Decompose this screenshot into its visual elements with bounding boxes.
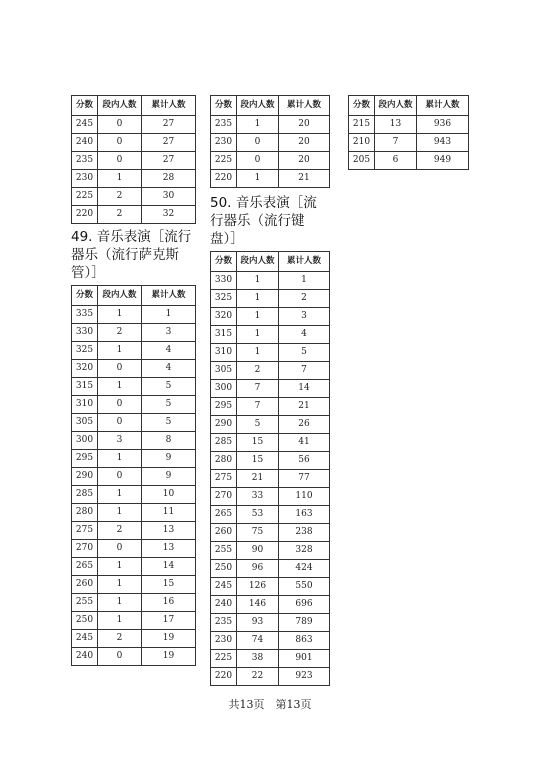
table-cell: 265 bbox=[211, 506, 237, 524]
table-cell: 240 bbox=[72, 134, 98, 152]
table-row bbox=[72, 576, 196, 594]
table-row bbox=[211, 362, 330, 380]
table-cell: 21 bbox=[279, 398, 330, 416]
table-cell: 7 bbox=[279, 362, 330, 380]
table-cell: 1 bbox=[98, 306, 142, 324]
table-row bbox=[211, 344, 330, 362]
table-cell: 1 bbox=[98, 612, 142, 630]
table-header-row bbox=[72, 96, 196, 116]
table-header-row bbox=[211, 96, 330, 116]
table-cell: 901 bbox=[279, 650, 330, 668]
table-cell: 32 bbox=[142, 206, 196, 224]
column-middle bbox=[210, 95, 329, 686]
table-cell: 0 bbox=[237, 134, 279, 152]
table-cell: 230 bbox=[211, 134, 237, 152]
column-header: 段内人数 bbox=[237, 96, 279, 116]
table-cell: 275 bbox=[72, 522, 98, 540]
table-row bbox=[211, 452, 330, 470]
score-table-section-50 bbox=[210, 251, 330, 686]
table-cell: 2 bbox=[98, 324, 142, 342]
table-cell: 0 bbox=[98, 152, 142, 170]
column-header: 分数 bbox=[211, 252, 237, 272]
column-header: 段内人数 bbox=[375, 96, 417, 116]
table-cell: 290 bbox=[72, 468, 98, 486]
column-header: 段内人数 bbox=[237, 252, 279, 272]
score-table-section-49 bbox=[71, 285, 196, 666]
table-cell: 238 bbox=[279, 524, 330, 542]
table-row bbox=[211, 290, 330, 308]
section-50-title: 50. 音乐表演［流行器乐（流行键盘）］ bbox=[210, 195, 317, 247]
table-cell: 315 bbox=[211, 326, 237, 344]
table-row bbox=[211, 614, 330, 632]
table-cell: 2 bbox=[98, 206, 142, 224]
column-header: 累计人数 bbox=[142, 96, 196, 116]
table-row bbox=[72, 188, 196, 206]
table-cell: 424 bbox=[279, 560, 330, 578]
table-cell: 330 bbox=[72, 324, 98, 342]
table-cell: 1 bbox=[237, 308, 279, 326]
table-cell: 5 bbox=[142, 414, 196, 432]
table-cell: 1 bbox=[98, 342, 142, 360]
table-cell: 210 bbox=[349, 134, 375, 152]
table-row bbox=[211, 524, 330, 542]
table-cell: 1 bbox=[98, 486, 142, 504]
table-cell: 1 bbox=[237, 326, 279, 344]
column-header: 分数 bbox=[349, 96, 375, 116]
table-cell: 295 bbox=[211, 398, 237, 416]
table-cell: 4 bbox=[279, 326, 330, 344]
table-cell: 8 bbox=[142, 432, 196, 450]
table-cell: 2 bbox=[98, 522, 142, 540]
table-cell: 315 bbox=[72, 378, 98, 396]
table-cell: 0 bbox=[237, 152, 279, 170]
table-cell: 325 bbox=[211, 290, 237, 308]
table-cell: 2 bbox=[98, 630, 142, 648]
table-cell: 235 bbox=[211, 116, 237, 134]
table-row bbox=[72, 342, 196, 360]
table-cell: 235 bbox=[72, 152, 98, 170]
table-cell: 28 bbox=[142, 170, 196, 188]
table-cell: 27 bbox=[142, 152, 196, 170]
table-cell: 1 bbox=[237, 170, 279, 188]
table-cell: 22 bbox=[237, 668, 279, 686]
table-row bbox=[72, 116, 196, 134]
table-header-row bbox=[72, 286, 196, 306]
table-cell: 255 bbox=[72, 594, 98, 612]
table-cell: 295 bbox=[72, 450, 98, 468]
table-cell: 280 bbox=[72, 504, 98, 522]
table-cell: 265 bbox=[72, 558, 98, 576]
table-cell: 949 bbox=[417, 152, 469, 170]
table-cell: 96 bbox=[237, 560, 279, 578]
table-cell: 0 bbox=[98, 116, 142, 134]
table-row bbox=[72, 306, 196, 324]
table-cell: 225 bbox=[211, 650, 237, 668]
table-row bbox=[211, 668, 330, 686]
table-cell: 245 bbox=[72, 630, 98, 648]
column-header: 分数 bbox=[72, 286, 98, 306]
table-cell: 240 bbox=[211, 596, 237, 614]
table-cell: 9 bbox=[142, 468, 196, 486]
table-row bbox=[72, 134, 196, 152]
table-cell: 270 bbox=[72, 540, 98, 558]
table-row bbox=[72, 558, 196, 576]
table-cell: 285 bbox=[72, 486, 98, 504]
section-49-title: 49. 音乐表演［流行器乐（流行萨克斯管）］ bbox=[71, 229, 192, 281]
table-cell: 11 bbox=[142, 504, 196, 522]
table-cell: 220 bbox=[211, 668, 237, 686]
table-cell: 5 bbox=[142, 378, 196, 396]
table-cell: 20 bbox=[279, 134, 330, 152]
table-cell: 0 bbox=[98, 134, 142, 152]
table-row bbox=[211, 542, 330, 560]
table-cell: 0 bbox=[98, 468, 142, 486]
table-cell: 1 bbox=[98, 450, 142, 468]
table-row bbox=[211, 116, 330, 134]
table-cell: 20 bbox=[279, 116, 330, 134]
table-cell: 1 bbox=[98, 594, 142, 612]
table-row bbox=[72, 612, 196, 630]
table-cell: 15 bbox=[237, 434, 279, 452]
table-cell: 0 bbox=[98, 540, 142, 558]
table-cell: 305 bbox=[211, 362, 237, 380]
table-cell: 93 bbox=[237, 614, 279, 632]
table-cell: 230 bbox=[72, 170, 98, 188]
table-cell: 1 bbox=[237, 272, 279, 290]
table-cell: 33 bbox=[237, 488, 279, 506]
table-cell: 53 bbox=[237, 506, 279, 524]
table-cell: 1 bbox=[237, 290, 279, 308]
table-cell: 0 bbox=[98, 396, 142, 414]
table-cell: 20 bbox=[279, 152, 330, 170]
table-cell: 1 bbox=[279, 272, 330, 290]
table-cell: 15 bbox=[142, 576, 196, 594]
table-cell: 126 bbox=[237, 578, 279, 596]
table-cell: 3 bbox=[142, 324, 196, 342]
table-cell: 3 bbox=[279, 308, 330, 326]
table-cell: 90 bbox=[237, 542, 279, 560]
table-cell: 10 bbox=[142, 486, 196, 504]
table-cell: 5 bbox=[279, 344, 330, 362]
table-cell: 30 bbox=[142, 188, 196, 206]
table-cell: 27 bbox=[142, 134, 196, 152]
table-cell: 1 bbox=[98, 576, 142, 594]
table-row bbox=[72, 648, 196, 666]
table-cell: 245 bbox=[72, 116, 98, 134]
table-cell: 320 bbox=[72, 360, 98, 378]
column-header: 累计人数 bbox=[279, 252, 330, 272]
table-cell: 5 bbox=[142, 396, 196, 414]
table-cell: 3 bbox=[98, 432, 142, 450]
table-cell: 320 bbox=[211, 308, 237, 326]
table-row bbox=[72, 450, 196, 468]
table-cell: 0 bbox=[98, 648, 142, 666]
table-row bbox=[211, 434, 330, 452]
table-cell: 17 bbox=[142, 612, 196, 630]
table-cell: 235 bbox=[211, 614, 237, 632]
column-header: 段内人数 bbox=[98, 286, 142, 306]
table-cell: 789 bbox=[279, 614, 330, 632]
table-cell: 5 bbox=[237, 416, 279, 434]
table-cell: 285 bbox=[211, 434, 237, 452]
table-row bbox=[349, 134, 469, 152]
table-row bbox=[211, 416, 330, 434]
page-footer: 共13页 第13页 bbox=[228, 698, 312, 711]
table-cell: 1 bbox=[237, 344, 279, 362]
table-cell: 260 bbox=[72, 576, 98, 594]
column-header: 累计人数 bbox=[417, 96, 469, 116]
column-header: 分数 bbox=[72, 96, 98, 116]
table-row bbox=[72, 594, 196, 612]
table-cell: 56 bbox=[279, 452, 330, 470]
table-cell: 220 bbox=[72, 206, 98, 224]
table-cell: 41 bbox=[279, 434, 330, 452]
column-header: 分数 bbox=[211, 96, 237, 116]
column-header: 累计人数 bbox=[142, 286, 196, 306]
table-cell: 6 bbox=[375, 152, 417, 170]
table-row bbox=[72, 360, 196, 378]
table-row bbox=[211, 170, 330, 188]
table-cell: 21 bbox=[237, 470, 279, 488]
table-cell: 146 bbox=[237, 596, 279, 614]
table-cell: 27 bbox=[142, 116, 196, 134]
table-row bbox=[72, 432, 196, 450]
column-right bbox=[348, 95, 468, 170]
table-row bbox=[211, 488, 330, 506]
table-row bbox=[72, 504, 196, 522]
table-cell: 13 bbox=[142, 522, 196, 540]
table-row bbox=[72, 206, 196, 224]
table-cell: 250 bbox=[72, 612, 98, 630]
table-cell: 300 bbox=[211, 380, 237, 398]
table-row bbox=[211, 308, 330, 326]
table-cell: 225 bbox=[72, 188, 98, 206]
score-table-continued-2 bbox=[210, 95, 330, 188]
table-cell: 4 bbox=[142, 360, 196, 378]
table-header-row bbox=[349, 96, 469, 116]
table-row bbox=[211, 506, 330, 524]
table-cell: 13 bbox=[375, 116, 417, 134]
table-row bbox=[349, 116, 469, 134]
table-cell: 21 bbox=[279, 170, 330, 188]
table-row bbox=[72, 468, 196, 486]
table-cell: 696 bbox=[279, 596, 330, 614]
table-row bbox=[211, 380, 330, 398]
table-row bbox=[211, 560, 330, 578]
table-row bbox=[211, 272, 330, 290]
table-cell: 26 bbox=[279, 416, 330, 434]
table-cell: 1 bbox=[142, 306, 196, 324]
table-cell: 0 bbox=[98, 414, 142, 432]
table-cell: 1 bbox=[98, 504, 142, 522]
table-cell: 255 bbox=[211, 542, 237, 560]
score-table-continued-3 bbox=[348, 95, 469, 170]
table-row bbox=[72, 630, 196, 648]
table-cell: 230 bbox=[211, 632, 237, 650]
table-row bbox=[72, 324, 196, 342]
table-cell: 325 bbox=[72, 342, 98, 360]
table-cell: 863 bbox=[279, 632, 330, 650]
table-row bbox=[72, 396, 196, 414]
table-cell: 14 bbox=[142, 558, 196, 576]
table-cell: 14 bbox=[279, 380, 330, 398]
table-row bbox=[211, 470, 330, 488]
table-cell: 205 bbox=[349, 152, 375, 170]
table-cell: 250 bbox=[211, 560, 237, 578]
table-cell: 19 bbox=[142, 630, 196, 648]
table-row bbox=[72, 378, 196, 396]
column-header: 段内人数 bbox=[98, 96, 142, 116]
table-cell: 923 bbox=[279, 668, 330, 686]
table-row bbox=[211, 596, 330, 614]
table-cell: 110 bbox=[279, 488, 330, 506]
table-row bbox=[211, 326, 330, 344]
table-row bbox=[349, 152, 469, 170]
table-cell: 240 bbox=[72, 648, 98, 666]
score-table-continued-1 bbox=[71, 95, 196, 224]
table-cell: 260 bbox=[211, 524, 237, 542]
table-row bbox=[72, 170, 196, 188]
table-row bbox=[211, 398, 330, 416]
table-cell: 2 bbox=[237, 362, 279, 380]
table-row bbox=[72, 540, 196, 558]
column-header: 累计人数 bbox=[279, 96, 330, 116]
table-cell: 74 bbox=[237, 632, 279, 650]
table-cell: 550 bbox=[279, 578, 330, 596]
table-row bbox=[72, 152, 196, 170]
table-cell: 270 bbox=[211, 488, 237, 506]
table-header-row bbox=[211, 252, 330, 272]
table-cell: 220 bbox=[211, 170, 237, 188]
table-cell: 7 bbox=[237, 380, 279, 398]
table-cell: 225 bbox=[211, 152, 237, 170]
table-cell: 1 bbox=[98, 378, 142, 396]
table-cell: 305 bbox=[72, 414, 98, 432]
column-left bbox=[71, 95, 195, 666]
table-cell: 1 bbox=[237, 116, 279, 134]
table-cell: 310 bbox=[211, 344, 237, 362]
table-cell: 330 bbox=[211, 272, 237, 290]
table-cell: 163 bbox=[279, 506, 330, 524]
table-cell: 7 bbox=[237, 398, 279, 416]
table-cell: 290 bbox=[211, 416, 237, 434]
table-cell: 15 bbox=[237, 452, 279, 470]
table-cell: 215 bbox=[349, 116, 375, 134]
table-row bbox=[211, 578, 330, 596]
table-cell: 2 bbox=[98, 188, 142, 206]
table-cell: 2 bbox=[279, 290, 330, 308]
table-row bbox=[211, 152, 330, 170]
table-row bbox=[72, 522, 196, 540]
table-cell: 1 bbox=[98, 558, 142, 576]
table-cell: 943 bbox=[417, 134, 469, 152]
table-row bbox=[72, 414, 196, 432]
table-row bbox=[211, 632, 330, 650]
table-row bbox=[211, 134, 330, 152]
table-cell: 936 bbox=[417, 116, 469, 134]
table-cell: 4 bbox=[142, 342, 196, 360]
table-cell: 0 bbox=[98, 360, 142, 378]
table-cell: 9 bbox=[142, 450, 196, 468]
table-cell: 310 bbox=[72, 396, 98, 414]
table-cell: 77 bbox=[279, 470, 330, 488]
table-cell: 335 bbox=[72, 306, 98, 324]
table-row bbox=[211, 650, 330, 668]
table-cell: 300 bbox=[72, 432, 98, 450]
table-cell: 38 bbox=[237, 650, 279, 668]
table-row bbox=[72, 486, 196, 504]
table-cell: 7 bbox=[375, 134, 417, 152]
table-cell: 328 bbox=[279, 542, 330, 560]
table-cell: 16 bbox=[142, 594, 196, 612]
table-cell: 13 bbox=[142, 540, 196, 558]
table-cell: 245 bbox=[211, 578, 237, 596]
table-cell: 275 bbox=[211, 470, 237, 488]
table-cell: 19 bbox=[142, 648, 196, 666]
table-cell: 280 bbox=[211, 452, 237, 470]
table-cell: 1 bbox=[98, 170, 142, 188]
table-cell: 75 bbox=[237, 524, 279, 542]
